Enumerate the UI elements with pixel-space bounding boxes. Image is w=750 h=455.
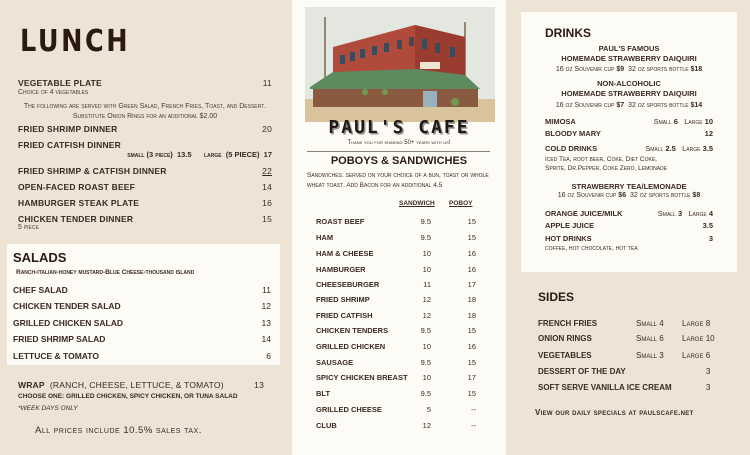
chicken-tender-sub: 5 piece — [18, 224, 39, 231]
catfish-size-options: small (3 piece) 13.5 large (5 PIECE) 17 — [127, 150, 272, 159]
dinner-note: The following are served with Green Salad, French Fries, Toast, and Dessert. Substitute Onion Rings for an additional $2.00 — [23, 103, 267, 120]
daiquiri-line1: PAUL'S FAMOUS — [598, 44, 660, 53]
strawberry-tea-title: STRAWBERRY TEA/LEMONADE — [571, 182, 687, 191]
side-item: DESSERT OF THE DAY 3 — [538, 367, 711, 376]
side-item: VEGETABLES Small 3 Large 6 — [538, 351, 711, 360]
daiquiri-prices: 16 oz Souvenir cup $9 32 oz sports bottle $18 — [555, 66, 703, 73]
hot-drinks-list: coffee, hot chocolate, hot tea — [545, 245, 638, 252]
cafe-building-image — [305, 7, 495, 122]
salads-title: SALADS — [13, 250, 67, 265]
drink-cold-drinks: COLD DRINKS Small 2.5 Large 3.5 — [545, 144, 713, 153]
poboys-panel: PAUL'S CAFE Thank you for sharing 50+ years with us! POBOYS & SANDWICHES Sandwiches: served on your choice of a bun, toast or whole wheat toast. Add Bacon for an additional 4.5 SANDWICH POBOY ROAST BEEF 9.5 15 HAM 9.5 15 HAM & CHEESE 10 16 HAMBURGER 10 16 CHEESEBURGER 11 17 FRIED SHRIMP 12 18 FRIED CATFISH 12 18 CHICKEN TENDERS 9.5 15 GRILLED CHICKEN 10 16 SAUSAGE 9.5 15 SPICY CHICKEN BREAST 10 17 BLT 9.5 15 GRILLED CHEESE 5 -- CLUB 12 -- — [292, 0, 506, 455]
daiquiri-line2: HOMEMADE STRAWBERRY DAIQUIRI — [561, 54, 697, 63]
menu-item: FRIED SHRIMP & CATFISH DINNER 22 — [18, 166, 272, 176]
cafe-tagline: Thank you for sharing 50+ years with us! — [347, 140, 451, 146]
menu-item: OPEN-FACED ROAST BEEF 14 — [18, 182, 272, 192]
menu-item: HAMBURGER STEAK PLATE 16 — [18, 198, 272, 208]
menu-item: CHICKEN TENDER DINNER 15 — [18, 214, 272, 224]
strawberry-tea-prices: 16 oz Souvenir cup $6 32 oz sports bottle $8 — [557, 192, 701, 199]
specials-link-text: View our daily specials at paulscafe.net — [535, 408, 694, 417]
poboys-description: Sandwiches: served on your choice of a bun, toast or whole wheat toast. Add Bacon for an additional 4.5 — [307, 172, 489, 189]
vegetable-plate-sub: Choice of 4 vegetables — [18, 89, 89, 96]
side-item: ONION RINGS Small 6 Large 10 — [538, 334, 715, 343]
salad-item: GRILLED CHICKEN SALAD 13 — [13, 318, 271, 328]
divider — [307, 151, 490, 152]
tax-note: All prices include 10.5% sales tax. — [35, 425, 202, 436]
cold-drinks-list-2: Sprite, Dr.Pepper, Coke Zero, Lemonade — [545, 165, 668, 172]
menu-item-vegetable-plate: VEGETABLE PLATE 11 — [18, 78, 272, 88]
cafe-name: PAUL'S CAFE — [328, 117, 470, 138]
poboys-title: POBOYS & SANDWICHES — [330, 155, 468, 167]
salad-item: FRIED SHRIMP SALAD 14 — [13, 334, 271, 344]
side-item: SOFT SERVE VANILLA ICE CREAM 3 — [538, 383, 711, 392]
salad-item: CHICKEN TENDER SALAD 12 — [13, 301, 271, 311]
na-daiquiri-prices: 16 oz Souvenir cup $7 32 oz sports bottle $14 — [555, 102, 703, 109]
side-item: FRENCH FRIES Small 4 Large 8 — [538, 319, 711, 328]
salad-item: LETTUCE & TOMATO 6 — [13, 351, 271, 361]
menu-item: FRIED CATFISH DINNER — [18, 140, 122, 150]
lunch-title: LUNCH — [20, 24, 131, 59]
menu-item: FRIED SHRIMP DINNER 20 — [18, 124, 272, 134]
na-daiquiri-line1: NON-ALCOHOLIC — [597, 79, 661, 88]
na-daiquiri-line2: HOMEMADE STRAWBERRY DAIQUIRI — [561, 89, 697, 98]
drink-mimosa: MIMOSA Small 6 Large 10 — [545, 117, 713, 126]
drink-hot-drinks: HOT DRINKS 3 — [545, 234, 713, 243]
drink-bloody-mary: BLOODY MARY 12 — [545, 129, 713, 138]
salad-dressings: Ranch-italian-honey mustard-Blue Cheese-thousand island — [16, 269, 195, 276]
drinks-title: DRINKS — [545, 26, 592, 40]
sides-title: SIDES — [538, 290, 575, 304]
salad-item: CHEF SALAD 11 — [13, 285, 271, 295]
cold-drinks-list-1: Iced Tea, root beer, Coke, Diet Coke, — [545, 156, 657, 163]
salads-panel — [7, 244, 280, 365]
drinks-panel — [521, 12, 737, 272]
col-header-sandwich: SANDWICH — [399, 200, 435, 207]
drink-orange-juice: ORANGE JUICE/MILK Small 3 Large 4 — [545, 209, 713, 218]
wrap-item: WRAP (RANCH, CHEESE, LETTUCE, & TOMATO) 13 — [18, 380, 264, 390]
col-header-poboy: POBOY — [449, 200, 473, 207]
wrap-choose: CHOOSE ONE: GRILLED CHICKEN, SPICY CHICKEN, OR TUNA SALAD — [18, 393, 238, 400]
wrap-weekdays: *WEEK DAYS ONLY — [18, 405, 78, 412]
drink-apple-juice: APPLE JUICE 3.5 — [545, 221, 713, 230]
